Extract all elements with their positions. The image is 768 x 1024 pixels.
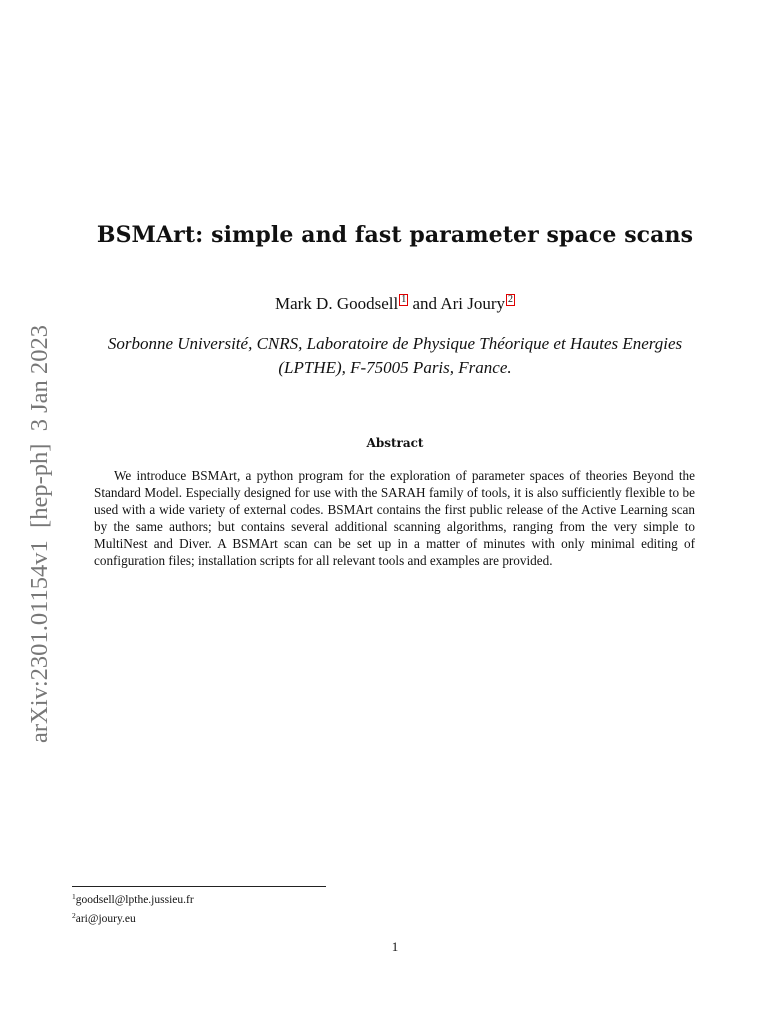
footnote-mark: 1 (72, 892, 76, 901)
footnote-mark: 2 (72, 911, 76, 920)
author-list (0, 294, 768, 314)
paper-title: BSMArt: simple and fast parameter space scans (96, 222, 694, 248)
footnote-item (72, 908, 194, 927)
footnote-item (72, 889, 194, 908)
abstract-heading: Abstract (366, 436, 424, 450)
page-number: 1 (391, 939, 399, 954)
arxiv-identifier-text: arXiv:2301.01154v1 [hep-ph] 3 Jan 2023 (26, 325, 53, 743)
footnote-link[interactable]: 1 (401, 294, 407, 305)
author-separator: and (408, 294, 441, 313)
footnotes (72, 889, 194, 927)
footnote-link[interactable]: 2 (508, 294, 514, 305)
affiliation-line: (LPTHE), F-75005 Paris, France. (278, 358, 512, 377)
footnote-email[interactable]: goodsell@lpthe.jussieu.fr (75, 894, 194, 906)
arxiv-identifier-stamp[interactable] (16, 325, 56, 745)
affiliation (0, 332, 768, 380)
abstract-text: We introduce BSMArt, a python program for the exploration of parameter spaces of theories Beyond the Standard Model. Especially designed for use with the SARAH family of tools, it is also sufficiently flexible to be used with a wide variety of external codes. BSMArt contains the first public release of the Active Learning scan by the same authors; but contains several additional scanning algorithms, ranging from the very simple to MultiNest and Diver. A BSMArt scan can be set up in a matter of minutes with only minimal editing of configuration files; installation scripts for all relevant tools and examples are provided. (94, 468, 695, 568)
affiliation-line: Sorbonne Université, CNRS, Laboratoire de Physique Théorique et Hautes Energies (107, 334, 683, 353)
author-name: Ari Joury (440, 294, 506, 313)
footnote-email[interactable]: ari@joury.eu (75, 913, 136, 925)
author-name: Mark D. Goodsell (274, 294, 399, 313)
footnote-divider (72, 886, 326, 887)
